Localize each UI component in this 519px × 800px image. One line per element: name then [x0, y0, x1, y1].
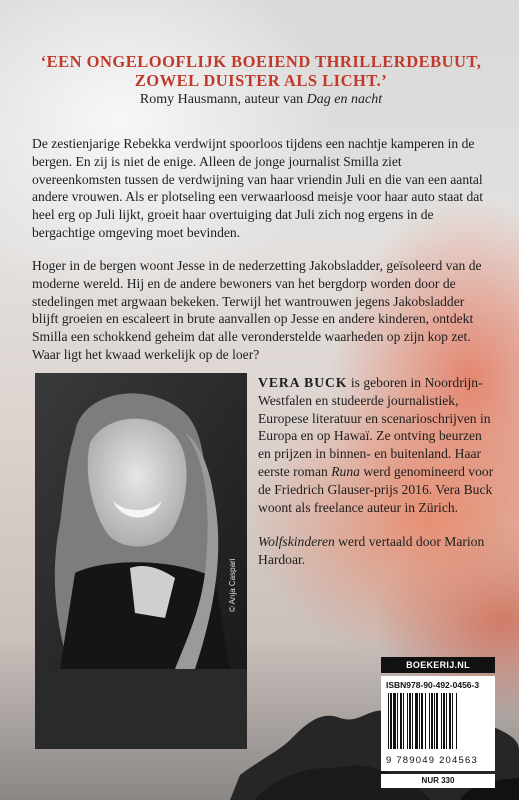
- photo-credit: © Anja Caspari: [228, 558, 237, 612]
- author-name: VERA BUCK: [258, 375, 348, 390]
- barcode: [386, 693, 490, 749]
- author-bio-text: [258, 374, 498, 516]
- quote-line-1: ‘EEN ONGELOOFLIJK BOEIEND THRILLERDEBUUT,: [40, 52, 482, 71]
- debut-novel-title: Runa: [331, 463, 360, 479]
- bio-text-part-2: werd genomineerd voor de Friedrich Glauser-prijs 2016. Vera Buck woont als freelance auteur in Zürich.: [258, 463, 494, 515]
- author-portrait-image: [35, 373, 247, 669]
- barcode-block: [381, 657, 495, 788]
- isbn-number: ISBN978-90-492-0456-3: [386, 680, 480, 690]
- author-photo: [35, 373, 247, 749]
- book-title: Wolfskinderen: [258, 534, 335, 550]
- publisher-label: BOEKERIJ.NL: [381, 657, 495, 673]
- quote-line-2: ZOWEL DUISTER ALS LICHT.’: [134, 71, 388, 90]
- isbn-card: [381, 676, 495, 771]
- translator-text: werd vertaald door Marion Hardoar.: [258, 534, 485, 568]
- translation-credit: [258, 533, 498, 569]
- nur-code: NUR 330: [381, 774, 495, 788]
- blurb-paragraph-2: Hoger in de bergen woont Jesse in de nederzetting Jakobsladder, geïsoleerd van de moderne wereld. Hij en de andere bewoners van het bergdorp worden door de stedelingen met argwaan bekeken. Terwijl het wantrouwen jegens Jakobsladder blijft groeien en escaleert in brute aanvallen op Jesse en andere kinderen, ontdekt Smilla een schokkend geheim dat alle veronderstelde waarheden op zijn kop zet. Waar ligt het kwaad werkelijk op de loer?: [32, 258, 482, 362]
- quote-book-title: Dag en nacht: [306, 92, 383, 107]
- blurb-paragraph-1: De zestienjarige Rebekka verdwijnt spoorloos tijdens een nachtje kamperen in de bergen. En zij is niet de enige. Alleen de jonge journalist Smilla ziet overeenkomsten tussen de verdwijning van haar vriendin Juli en die van een aantal andere vrouwen. Als er plotseling een verwaarloosd meisje voor haar auto staat dat heel erg op Juli lijkt, groeit haar overtuiging dat Juli zich nog ergens in de bergachtige omgeving moet bevinden.: [32, 136, 484, 240]
- quote-attribution: [24, 92, 498, 108]
- barcode-digits: 9 789049 204563: [386, 755, 478, 766]
- author-bio: [258, 374, 498, 569]
- quote-author: Romy Hausmann, auteur van: [139, 92, 307, 107]
- review-quote: [24, 52, 498, 108]
- bio-text-part-1: is geboren in Noordrijn-Westfalen en studeerde journalistiek, Europese literatuur en scenarioschrijven in Europa en op Hawaï. Ze ontving beurzen en prijzen in binnen- en buitenland. Haar eerste roman: [258, 375, 491, 479]
